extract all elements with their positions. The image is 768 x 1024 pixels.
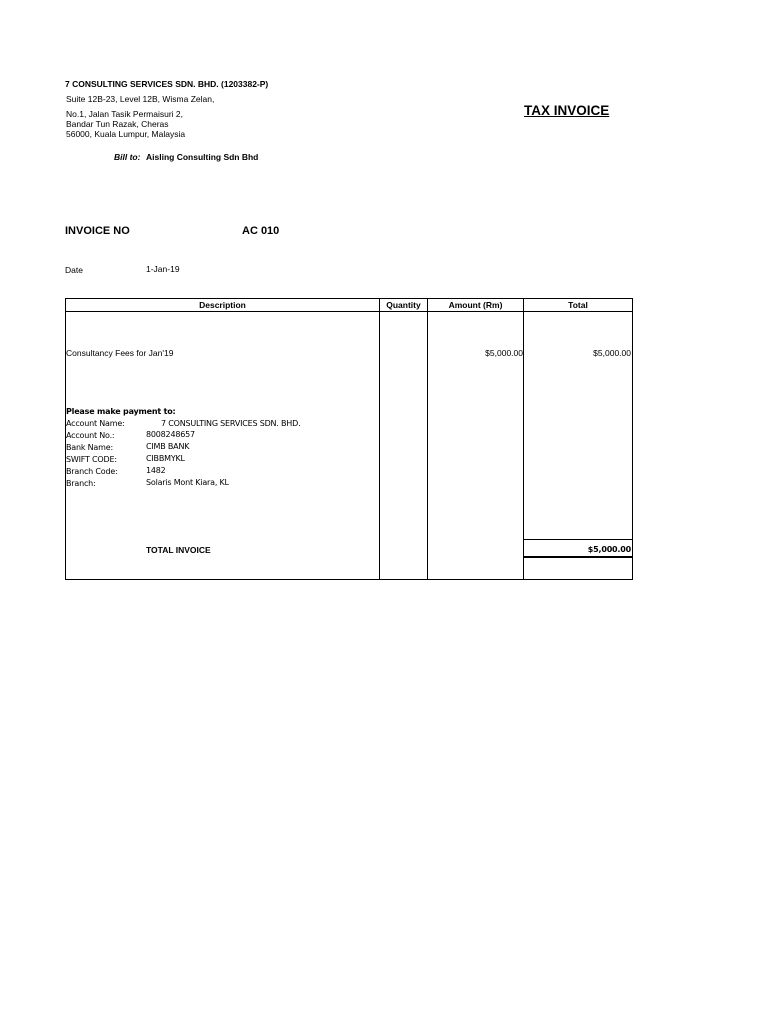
- payment-field-label: Bank Name:: [66, 443, 113, 452]
- line-item-total: $5,000.00: [593, 348, 631, 358]
- header-description: Description: [199, 300, 246, 310]
- payment-field-label: Account No.:: [66, 431, 115, 440]
- payment-field-label: Branch Code:: [66, 467, 118, 476]
- payment-heading: Please make payment to:: [66, 407, 176, 416]
- invoice-number-label: INVOICE NO: [65, 225, 130, 237]
- column-divider: [523, 299, 524, 579]
- total-invoice-value: $5,000.00: [587, 545, 631, 554]
- payment-field-value: 7 CONSULTING SERVICES SDN. BHD.: [161, 419, 301, 428]
- company-address-line: Suite 12B-23, Level 12B, Wisma Zelan,: [66, 94, 215, 104]
- company-address-line: 56000, Kuala Lumpur, Malaysia: [66, 129, 186, 139]
- payment-field-label: Branch:: [66, 479, 96, 488]
- column-divider: [379, 299, 380, 579]
- payment-field-value: CIBBMYKL: [146, 454, 185, 463]
- column-divider: [427, 299, 428, 579]
- payment-field-label: Account Name:: [66, 419, 125, 428]
- line-item-description: Consultancy Fees for Jan'19: [66, 348, 174, 358]
- header-quantity: Quantity: [386, 300, 421, 310]
- company-name: 7 CONSULTING SERVICES SDN. BHD. (1203382-P): [65, 79, 269, 89]
- invoice-table: [65, 298, 633, 580]
- payment-field-value: Solaris Mont Kiara, KL: [146, 478, 229, 487]
- payment-field-value: 8008248657: [146, 430, 195, 439]
- header-amount: Amount (Rm): [448, 300, 503, 310]
- company-address-line: No.1, Jalan Tasik Permaisuri 2,: [66, 109, 184, 119]
- document-title: TAX INVOICE: [524, 103, 610, 118]
- bill-to-value: Aisling Consulting Sdn Bhd: [146, 152, 259, 162]
- line-item-amount: $5,000.00: [485, 348, 523, 358]
- total-top-rule: [524, 539, 632, 540]
- header-total: Total: [568, 300, 588, 310]
- total-invoice-label: TOTAL INVOICE: [146, 545, 211, 555]
- invoice-number-value: AC 010: [242, 225, 280, 237]
- header-divider: [66, 311, 632, 312]
- date-value: 1-Jan-19: [146, 264, 180, 274]
- date-label: Date: [65, 265, 83, 275]
- payment-field-label: SWIFT CODE:: [66, 455, 117, 464]
- total-double-rule: [524, 556, 632, 558]
- bill-to-label: Bill to:: [114, 152, 141, 162]
- payment-field-value: 1482: [146, 466, 166, 475]
- company-address-line: Bandar Tun Razak, Cheras: [66, 119, 169, 129]
- payment-field-value: CIMB BANK: [146, 442, 190, 451]
